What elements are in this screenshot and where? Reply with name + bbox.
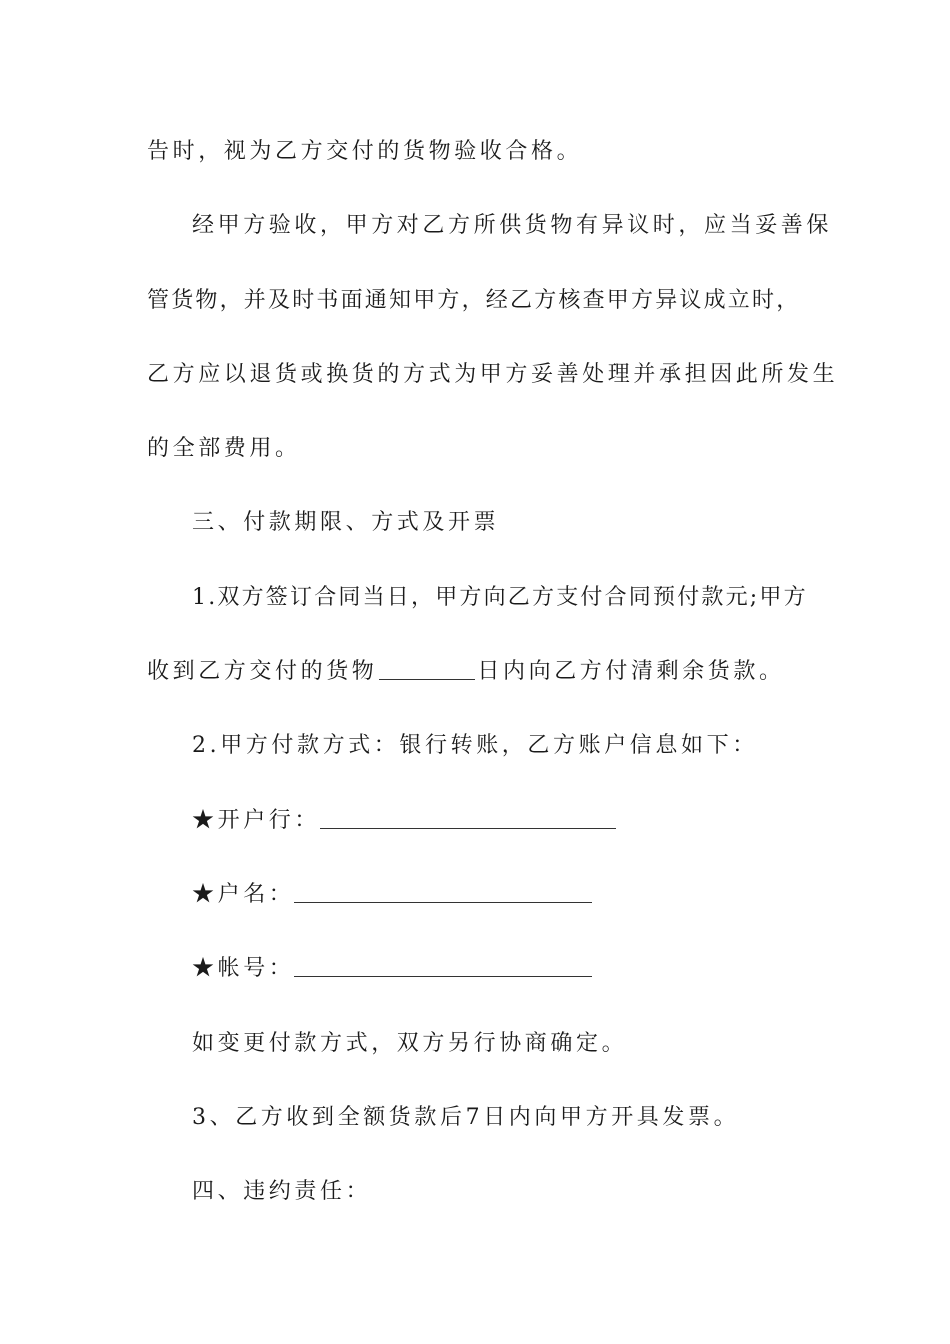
paragraph-line: 2.甲方付款方式：银行转账，乙方账户信息如下： [192, 733, 758, 758]
blank-fill-line [294, 882, 592, 903]
bank-field-row [192, 806, 862, 836]
paragraph-line: 如变更付款方式，双方另行协商确定。 [192, 1031, 628, 1056]
paragraph-line: 管货物，并及时书面通知甲方，经乙方核查甲方异议成立时， [147, 288, 801, 313]
section-heading: 三、付款期限、方式及开票 [192, 510, 500, 535]
paragraph-line: 告时，视为乙方交付的货物验收合格。 [147, 139, 583, 164]
paragraph-line: 经甲方验收，甲方对乙方所供货物有异议时，应当妥善保 [192, 213, 833, 238]
blank-fill-line [379, 659, 475, 680]
field-label: ★帐号： [192, 956, 295, 981]
blank-fill-line [320, 808, 616, 829]
field-label: ★户名： [192, 882, 295, 907]
paragraph-line: 的全部费用。 [147, 436, 301, 461]
account-name-field-row [192, 880, 862, 910]
account-number-field-row [192, 954, 862, 984]
paragraph-line [147, 657, 817, 687]
field-label: ★开户行： [192, 808, 321, 833]
text-segment: 日内向乙方付清剩余货款。 [477, 659, 785, 684]
blank-fill-line [294, 956, 592, 977]
section-heading: 四、违约责任： [192, 1179, 372, 1204]
paragraph-line: 1.双方签订合同当日，甲方向乙方支付合同预付款元;甲方 [192, 585, 808, 610]
text-segment: 收到乙方交付的货物 [147, 659, 378, 684]
paragraph-line: 乙方应以退货或换货的方式为甲方妥善处理并承担因此所发生 [147, 362, 839, 387]
paragraph-line: 3、乙方收到全额货款后7日内向甲方开具发票。 [192, 1105, 740, 1130]
